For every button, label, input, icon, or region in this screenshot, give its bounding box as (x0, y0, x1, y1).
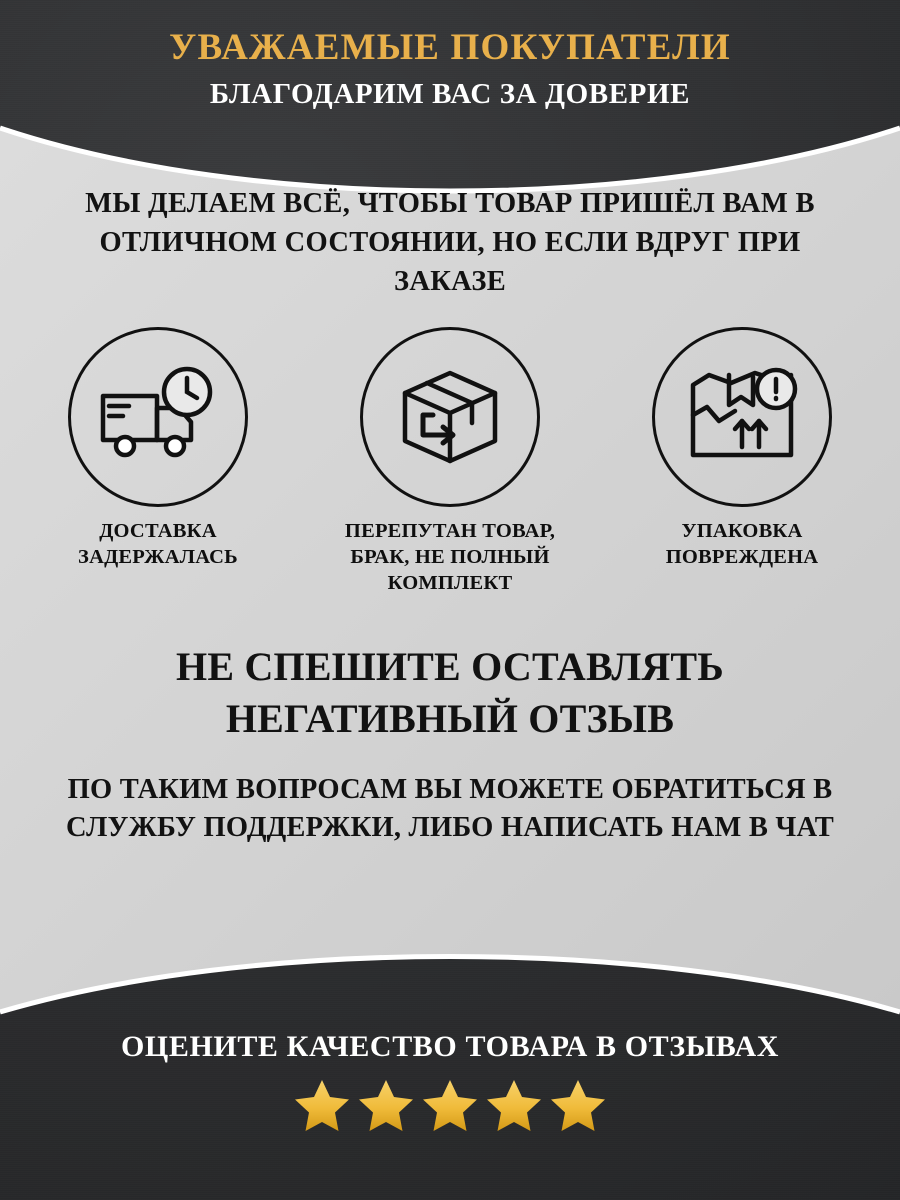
issue-caption: УПАКОВКА ПОВРЕЖДЕНА (665, 520, 819, 569)
box-return-arrow-icon (387, 359, 513, 475)
star-icon[interactable] (421, 1076, 479, 1132)
issue-icon-circle (68, 327, 248, 507)
issue-item-wrong-item (319, 327, 581, 596)
issue-item-damaged (611, 327, 873, 571)
star-icon[interactable] (357, 1076, 415, 1132)
page-title: УВАЖАЕМЫЕ ПОКУПАТЕЛИ (169, 27, 731, 68)
damaged-package-icon (679, 359, 805, 475)
delivery-truck-clock-icon (95, 362, 221, 472)
footer-title: ОЦЕНИТЕ КАЧЕСТВО ТОВАРА В ОТЗЫВАХ (120, 1030, 780, 1063)
headline-text: НЕ СПЕШИТЕ ОСТАВЛЯТЬ НЕГАТИВНЫЙ ОТЗЫВ (176, 643, 724, 741)
star-icon[interactable] (549, 1076, 607, 1132)
star-icon[interactable] (293, 1076, 351, 1132)
header-subtitle: БЛАГОДАРИМ ВАС ЗА ДОВЕРИЕ (209, 78, 691, 110)
note-text: ПО ТАКИМ ВОПРОСАМ ВЫ МОЖЕТЕ ОБРАТИТЬСЯ В СЛУЖБУ ПОДДЕРЖКИ, ЛИБО НАПИСАТЬ НАМ В ЧАТ (66, 773, 834, 844)
star-icon[interactable] (485, 1076, 543, 1132)
header (0, 0, 900, 160)
issues-row (0, 327, 900, 596)
issue-caption: ПЕРЕПУТАН ТОВАР, БРАК, НЕ ПОЛНЫЙ КОМПЛЕКТ (344, 520, 556, 594)
footer (0, 1000, 900, 1200)
issue-icon-circle (360, 327, 540, 507)
intro-text: МЫ ДЕЛАЕМ ВСЁ, ЧТОБЫ ТОВАР ПРИШЁЛ ВАМ В ОТЛИЧНОМ СОСТОЯНИИ, НО ЕСЛИ ВДРУГ ПРИ ЗАКАЗЕ (85, 188, 815, 297)
issue-item-delivery (27, 327, 289, 571)
rating-stars[interactable] (0, 1076, 900, 1132)
issue-icon-circle (652, 327, 832, 507)
main-content (0, 185, 900, 848)
issue-caption: ДОСТАВКА ЗАДЕРЖАЛАСЬ (78, 520, 238, 569)
